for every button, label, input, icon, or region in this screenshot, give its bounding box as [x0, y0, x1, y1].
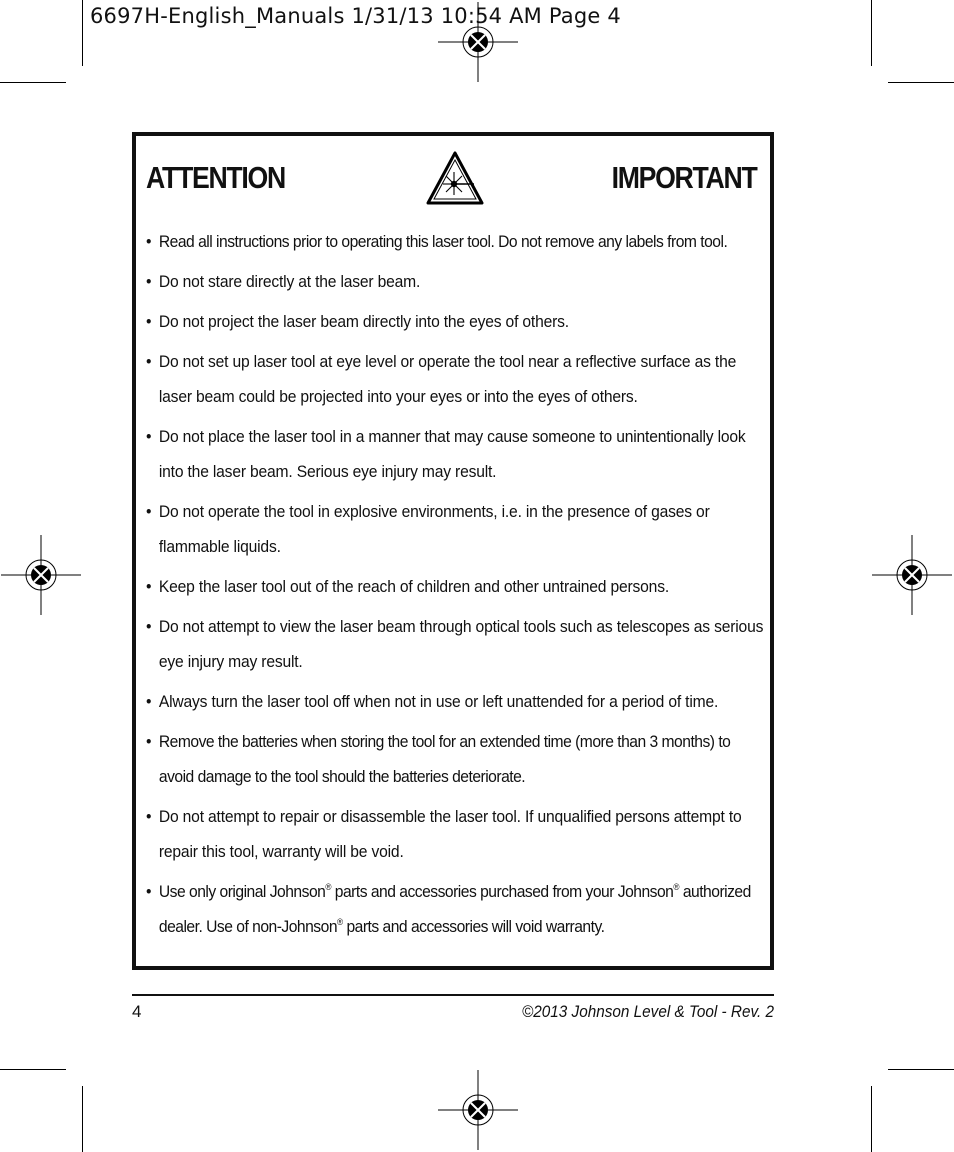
crop-mark	[888, 82, 954, 83]
list-item: • Do not attempt to repair or disassemble the laser tool. If unqualified persons attempt to repair this tool, warranty will be void.	[146, 799, 766, 869]
list-item: • Do not operate the tool in explosive environments, i.e. in the presence of gases or flammable liquids.	[146, 494, 766, 564]
crop-mark	[871, 1086, 872, 1152]
registration-mark-icon	[1, 535, 81, 615]
list-item: • Do not stare directly at the laser beam.	[146, 264, 766, 299]
copyright-notice: ©2013 Johnson Level & Tool - Rev. 2	[522, 1002, 774, 1021]
list-item: • Do not place the laser tool in a manner that may cause someone to unintentionally look into the laser beam. Serious eye injury may result.	[146, 419, 766, 489]
crop-mark	[888, 1069, 954, 1070]
heading-important: IMPORTANT	[611, 160, 756, 195]
warranty-text: parts and accessories purchased from your Johnson	[330, 882, 674, 901]
warranty-text: Use only original Johnson	[158, 882, 326, 901]
list-item: • Do not project the laser beam directly into the eyes of others.	[146, 304, 766, 339]
registered-mark: ®	[673, 882, 679, 892]
list-item: • Always turn the laser tool off when not in use or left unattended for a period of time.	[146, 684, 766, 719]
safety-list	[146, 224, 766, 949]
list-item: • Remove the batteries when storing the tool for an extended time (more than 3 months) to avoid damage to the tool should the batteries deteriorate.	[146, 724, 766, 794]
laser-warning-icon	[425, 150, 485, 206]
list-item: • Read all instructions prior to operating this laser tool. Do not remove any labels from tool.	[146, 224, 766, 259]
registered-mark: ®	[325, 882, 331, 892]
list-item: • Do not set up laser tool at eye level or operate the tool near a reflective surface as the laser beam could be projected into your eyes or into the eyes of others.	[146, 344, 766, 414]
heading-attention: ATTENTION	[146, 160, 285, 195]
list-item: • Do not attempt to view the laser beam through optical tools such as telescopes as serious eye injury may result.	[146, 609, 766, 679]
registration-mark-icon	[872, 535, 952, 615]
crop-mark	[82, 0, 83, 66]
crop-mark	[871, 0, 872, 66]
crop-mark	[0, 82, 66, 83]
registered-mark: ®	[337, 917, 343, 927]
list-item: • Keep the laser tool out of the reach of children and other untrained persons.	[146, 569, 766, 604]
warranty-text: authorized dealer. Use of non-Johnson	[158, 882, 751, 936]
warning-box	[132, 132, 774, 970]
crop-mark	[82, 1086, 83, 1152]
list-item	[146, 874, 766, 944]
print-slug-line: 6697H-English_Manuals 1/31/13 10:54 AM Page 4	[90, 4, 621, 28]
footer-rule	[132, 994, 774, 996]
crop-mark	[0, 1069, 66, 1070]
page-number: 4	[132, 1002, 142, 1021]
warranty-text: parts and accessories will void warranty.	[342, 917, 605, 936]
registration-mark-icon	[438, 1070, 518, 1150]
registration-mark-icon	[438, 2, 518, 82]
